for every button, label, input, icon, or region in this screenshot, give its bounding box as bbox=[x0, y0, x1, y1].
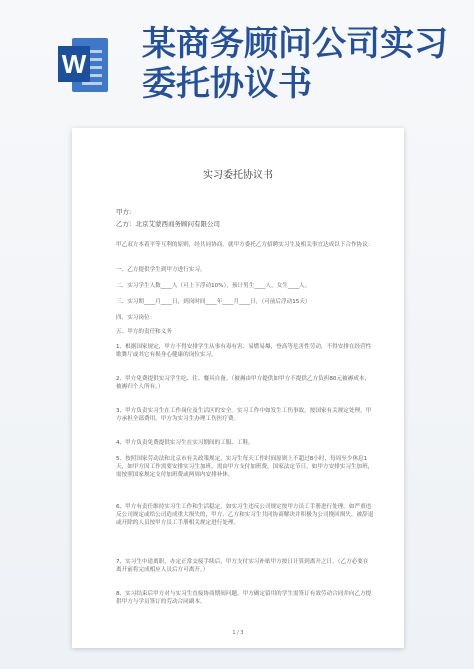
party-b: 乙方：北京艾蒙西商务顾问有限公司 bbox=[116, 220, 220, 228]
party-a: 甲方: bbox=[116, 208, 132, 216]
section-4: 四、实习岗位： bbox=[116, 315, 156, 321]
section-2: 二、实习学生人数____人（可上下浮动10%），预计男生____人，女生____人。 bbox=[116, 283, 311, 289]
document-page bbox=[72, 128, 404, 648]
clause-4: 4、甲方负责免费提供实习生在实习期间的工服、工鞋。 bbox=[116, 440, 254, 446]
word-icon-letter: W bbox=[58, 46, 90, 82]
section-5-heading: 五、甲方的责任和义务 bbox=[116, 329, 172, 335]
clause-3: 3、甲方负责实习生在工作岗位及生活区的安全。实习工作中如发生工伤事故，按国家有关规定处理，甲方承担全部费用，甲方为实习生办理工伤医疗费。 bbox=[116, 408, 372, 422]
word-document-icon bbox=[58, 36, 108, 94]
clause-7: 7、实习生中途离职，办定正常交接手续后，甲方支付实习补贴甲方按日计算到离开之日。（乙方必要在离开前将完成相应人员后方可离开。） bbox=[116, 559, 369, 573]
document-title: 实习委托协议书 bbox=[203, 170, 273, 181]
section-1: 一、乙方提供学生到甲方进行实习。 bbox=[116, 267, 206, 273]
clause-6: 6、甲方有责任维持实习生工作和生活稳定，如实习生违反公司规定按甲方员工手册进行处理。如严重违反公司规定或给公司造成重大损失的，甲方、乙方和实习生共同协商解决并积极为公司挽回损失，被辞退或开除的人员按甲方员工手册相关规定进行处理。 bbox=[116, 504, 374, 526]
banner-title: 某商务顾问公司实习委托协议书 bbox=[142, 24, 448, 104]
intro-paragraph: 甲乙双方本着平等互利的原则，经共同协商，就甲方委托乙方招聘实习生及相关事宜达成以下合作协议： bbox=[116, 242, 374, 248]
clause-1: 1、根据国家规定，甲方不得安排学生从事有毒有害、易燃易爆，登高等危害性劳动，不得安排在经营性歌舞厅或其它有损身心健康的岗位实习。 bbox=[116, 344, 372, 358]
clause-5: 5、按照国家劳动法和北京市有关政策规定，实习生每天工作时间原则上不超过8小时，每周至少休息1天，如甲方因工作需要安排实习生加班，需由甲方支付加班费。国家法定节日，如甲方安排实习生加班，需按照国家规定支付加班费或两周内安排补休。 bbox=[116, 456, 374, 478]
section-3: 三、实习期____月____日，到岗时间____年____月____日，（可前后浮动15天） bbox=[116, 299, 311, 305]
clause-2: 2、甲方免费提供实习学生吃、住、餐具自备。（被褥由甲方提供如甲方不提供乙方负担80元被褥成本，被褥归个人所有。） bbox=[116, 376, 371, 390]
page-number: 1 / 3 bbox=[232, 630, 244, 636]
clause-8: 8、实习结束后甲方对与实习生直接协商期间问题，甲方确定留用的学生需签订有效劳动合同并向乙方提供甲方与学员签订的劳动合同副本。 bbox=[116, 591, 372, 605]
banner bbox=[0, 0, 474, 110]
